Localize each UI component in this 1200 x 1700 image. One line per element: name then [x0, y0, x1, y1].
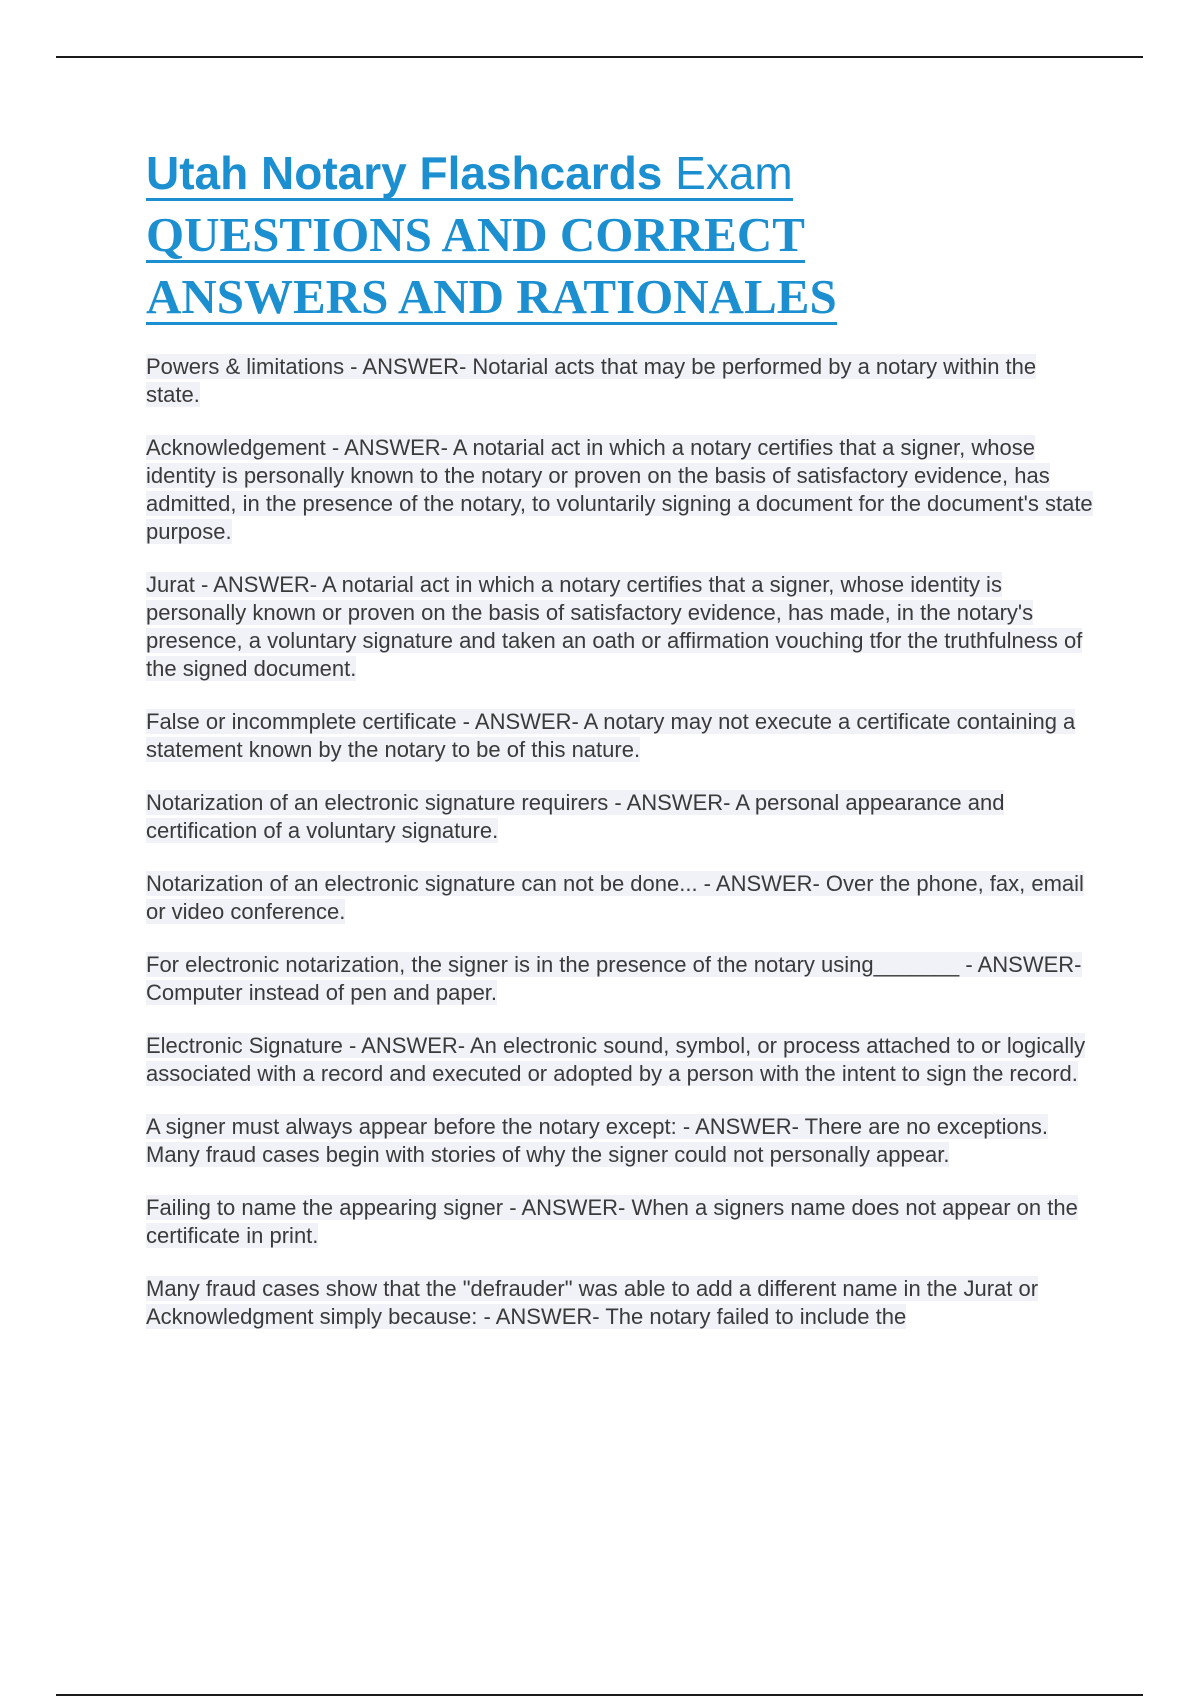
- flashcard-entry: [146, 789, 1096, 845]
- flashcard-entry: [146, 1113, 1096, 1169]
- flashcard-text: Failing to name the appearing signer - ANSWER- When a signers name does not appear on the certificate in print.: [146, 1195, 1078, 1248]
- flashcard-text: Acknowledgement - ANSWER- A notarial act in which a notary certifies that a signer, whose identity is personally known to the notary or proven on the basis of satisfactory evidence, has admitted, in the presence of the notary, to voluntarily signing a document for the document's state purpose.: [146, 435, 1093, 544]
- flashcard-entry: [146, 1275, 1096, 1331]
- flashcard-text: For electronic notarization, the signer is in the presence of the notary using_______ - ANSWER- Computer instead of pen and paper.: [146, 952, 1082, 1005]
- title-line-3: ANSWERS AND RATIONALES: [146, 269, 837, 324]
- title-line-2: QUESTIONS AND CORRECT: [146, 207, 805, 262]
- title-normal-text: Exam: [662, 147, 793, 199]
- flashcard-entry: [146, 353, 1096, 409]
- document-title: [146, 148, 1096, 325]
- flashcard-entry: [146, 1032, 1096, 1088]
- flashcard-text: Electronic Signature - ANSWER- An electronic sound, symbol, or process attached to or logically associated with a record and executed or adopted by a person with the intent to sign the record.: [146, 1033, 1086, 1086]
- flashcard-text: Jurat - ANSWER- A notarial act in which a notary certifies that a signer, whose identity is personally known or proven on the basis of satisfactory evidence, has made, in the notary's presence, a voluntary signature and taken an oath or affirmation vouching tfor the truthfulness of the signed document.: [146, 572, 1083, 681]
- flashcard-entry: [146, 1194, 1096, 1250]
- flashcard-entry: [146, 434, 1096, 546]
- title-bold-text: Utah Notary Flashcards: [146, 147, 663, 199]
- flashcard-entry: [146, 951, 1096, 1007]
- flashcard-entry: [146, 571, 1096, 683]
- document-body: [146, 148, 1096, 1356]
- flashcard-text: Powers & limitations - ANSWER- Notarial acts that may be performed by a notary within the state.: [146, 354, 1037, 407]
- flashcard-text: Notarization of an electronic signature requirers - ANSWER- A personal appearance and certification of a voluntary signature.: [146, 790, 1005, 843]
- flashcard-text: False or incommplete certificate - ANSWER- A notary may not execute a certificate containing a statement known by the notary to be of this nature.: [146, 709, 1076, 762]
- flashcard-entry: [146, 708, 1096, 764]
- flashcard-text: Many fraud cases show that the "defrauder" was able to add a different name in the Jurat or Acknowledgment simply because: - ANSWER- The notary failed to include the: [146, 1276, 1039, 1329]
- bottom-rule: [56, 1694, 1143, 1696]
- flashcard-entry: [146, 870, 1096, 926]
- title-line-1: [146, 148, 793, 201]
- flashcard-text: A signer must always appear before the notary except: - ANSWER- There are no exceptions. Many fraud cases begin with stories of why the signer could not personally appear.: [146, 1114, 1049, 1167]
- top-rule: [56, 56, 1143, 58]
- flashcard-text: Notarization of an electronic signature can not be done... - ANSWER- Over the phone, fax, email or video conference.: [146, 871, 1084, 924]
